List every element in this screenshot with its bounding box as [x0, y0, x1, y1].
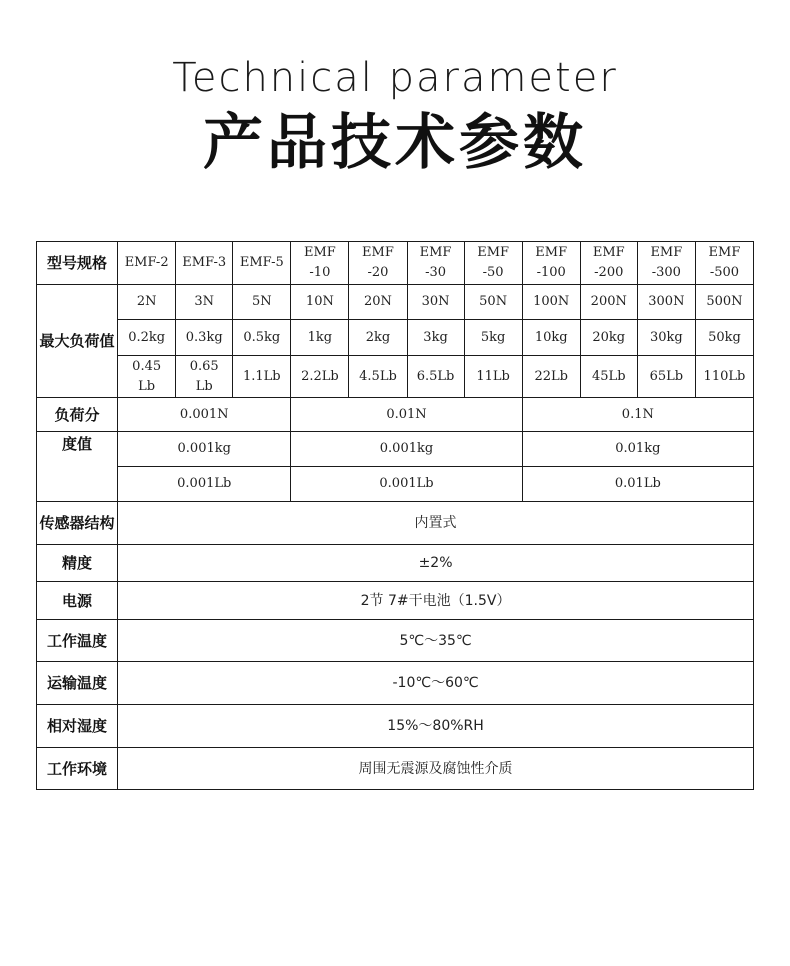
resolution-label-2: 度值 [37, 432, 118, 502]
resolution-kg-0: 0.001kg [118, 432, 291, 467]
resolution-lb-0: 0.001Lb [118, 467, 291, 502]
resolution-kg-1: 0.001kg [291, 432, 522, 467]
max-load-lb-10: 110Lb [695, 356, 753, 398]
transport-temp-value: -10℃～60℃ [118, 662, 754, 705]
max-load-lb-5: 6.5Lb [407, 356, 464, 398]
max-load-n-7: 100N [522, 285, 580, 320]
humidity-label: 相对湿度 [37, 705, 118, 748]
max-load-kg-2: 0.5kg [233, 320, 291, 356]
max-load-lb-4: 4.5Lb [349, 356, 407, 398]
resolution-lb-1: 0.001Lb [291, 467, 522, 502]
row-max-load-kg [37, 320, 754, 356]
row-environment [37, 748, 754, 790]
max-load-n-9: 300N [637, 285, 695, 320]
model-cell-9: EMF -300 [637, 242, 695, 285]
model-cell-0: EMF-2 [118, 242, 176, 285]
max-load-lb-0: 0.45 Lb [118, 356, 176, 398]
max-load-lb-7: 22Lb [522, 356, 580, 398]
row-resolution-lb [37, 467, 754, 502]
max-load-kg-7: 10kg [522, 320, 580, 356]
max-load-kg-1: 0.3kg [176, 320, 233, 356]
environment-label: 工作环境 [37, 748, 118, 790]
max-load-lb-1: 0.65 Lb [176, 356, 233, 398]
resolution-n-0: 0.001N [118, 398, 291, 432]
max-load-n-3: 10N [291, 285, 349, 320]
max-load-kg-3: 1kg [291, 320, 349, 356]
max-load-lb-8: 45Lb [580, 356, 637, 398]
max-load-n-4: 20N [349, 285, 407, 320]
max-load-n-10: 500N [695, 285, 753, 320]
max-load-n-5: 30N [407, 285, 464, 320]
row-max-load-n [37, 285, 754, 320]
title-chinese: 产品技术参数 [203, 108, 587, 178]
max-load-lb-2: 1.1Lb [233, 356, 291, 398]
model-cell-8: EMF -200 [580, 242, 637, 285]
row-model [37, 242, 754, 285]
environment-value: 周围无震源及腐蚀性介质 [118, 748, 754, 790]
model-cell-6: EMF -50 [464, 242, 522, 285]
resolution-lb-2: 0.01Lb [522, 467, 753, 502]
row-power [37, 582, 754, 620]
resolution-n-2: 0.1N [522, 398, 753, 432]
row-accuracy [37, 545, 754, 582]
max-load-n-0: 2N [118, 285, 176, 320]
title-english: Technical parameter [172, 55, 618, 101]
max-load-kg-4: 2kg [349, 320, 407, 356]
work-temp-value: 5℃～35℃ [118, 620, 754, 662]
row-resolution-n [37, 398, 754, 432]
row-transport-temp [37, 662, 754, 705]
max-load-kg-9: 30kg [637, 320, 695, 356]
max-load-n-8: 200N [580, 285, 637, 320]
model-cell-3: EMF -10 [291, 242, 349, 285]
sensor-value: 内置式 [118, 502, 754, 545]
model-label: 型号规格 [37, 242, 118, 285]
humidity-value: 15%～80%RH [118, 705, 754, 748]
max-load-kg-6: 5kg [464, 320, 522, 356]
accuracy-label: 精度 [37, 545, 118, 582]
max-load-lb-9: 65Lb [637, 356, 695, 398]
max-load-kg-5: 3kg [407, 320, 464, 356]
model-cell-1: EMF-3 [176, 242, 233, 285]
resolution-n-1: 0.01N [291, 398, 522, 432]
max-load-label: 最大负荷值 [37, 285, 118, 398]
row-work-temp [37, 620, 754, 662]
max-load-lb-3: 2.2Lb [291, 356, 349, 398]
row-humidity [37, 705, 754, 748]
resolution-label-1: 负荷分 [37, 398, 118, 432]
max-load-kg-10: 50kg [695, 320, 753, 356]
model-cell-5: EMF -30 [407, 242, 464, 285]
model-cell-10: EMF -500 [695, 242, 753, 285]
max-load-n-6: 50N [464, 285, 522, 320]
power-label: 电源 [37, 582, 118, 620]
row-max-load-lb [37, 356, 754, 398]
model-cell-4: EMF -20 [349, 242, 407, 285]
resolution-kg-2: 0.01kg [522, 432, 753, 467]
spec-table [36, 241, 754, 790]
max-load-kg-0: 0.2kg [118, 320, 176, 356]
row-resolution-kg [37, 432, 754, 467]
accuracy-value: ±2% [118, 545, 754, 582]
row-sensor [37, 502, 754, 545]
model-cell-2: EMF-5 [233, 242, 291, 285]
max-load-lb-6: 11Lb [464, 356, 522, 398]
max-load-n-1: 3N [176, 285, 233, 320]
transport-temp-label: 运输温度 [37, 662, 118, 705]
power-value: 2节 7#干电池（1.5V） [118, 582, 754, 620]
max-load-kg-8: 20kg [580, 320, 637, 356]
model-cell-7: EMF -100 [522, 242, 580, 285]
work-temp-label: 工作温度 [37, 620, 118, 662]
max-load-n-2: 5N [233, 285, 291, 320]
sensor-label: 传感器结构 [37, 502, 118, 545]
